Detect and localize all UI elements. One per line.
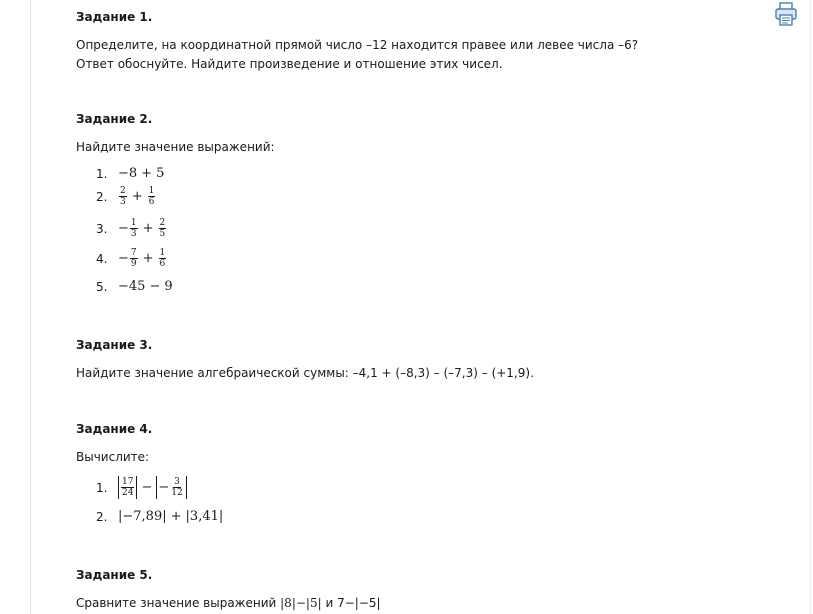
operand: −45 [118, 279, 146, 294]
operand: −7,89 [122, 509, 163, 524]
fraction: $\frac{3}{12}$ [171, 477, 183, 498]
expression [118, 218, 167, 239]
fraction: $\frac{17}{24}$ [122, 477, 134, 498]
operator: + [170, 509, 182, 524]
item-number: 2. [96, 189, 108, 204]
item-number: 4. [96, 251, 108, 266]
task4-item-2 [96, 509, 223, 524]
expression: | −7,89 | + | 3,41 | [118, 509, 224, 524]
task3-text: Найдите значение алгебраической суммы: –4,1 + (–8,3) – (–7,3) – (+1,9). [76, 366, 534, 380]
operand: 9 [164, 279, 173, 294]
joiner: и [325, 596, 334, 610]
task5-prompt: Сравните значение выражений [76, 596, 277, 610]
expression [118, 248, 167, 269]
task4-title: Задание 4. [76, 422, 153, 436]
operator: + [131, 189, 143, 204]
item-number: 2. [96, 509, 108, 524]
task2-text: Найдите значение выражений: [76, 140, 275, 154]
task2-item-4 [96, 248, 167, 269]
item-number: 1. [96, 480, 108, 495]
operator: + [142, 221, 154, 236]
task4-item-1 [96, 476, 187, 499]
operator: + [142, 251, 154, 266]
task2-title: Задание 2. [76, 112, 153, 126]
page-right-edge [810, 0, 811, 614]
task5-title: Задание 5. [76, 568, 153, 582]
item-number: 3. [96, 221, 108, 236]
fraction: $\frac{1}{6}$ [148, 186, 155, 207]
expression [118, 166, 164, 181]
absolute-value [156, 476, 186, 499]
task2-item-1 [96, 166, 164, 181]
operand: 5 [156, 166, 165, 181]
absolute-value [118, 476, 137, 499]
expression [118, 186, 156, 207]
item-number: 1. [96, 166, 108, 181]
operator: − [141, 480, 153, 495]
task2-item-3 [96, 218, 167, 239]
task1-line2: Ответ обоснуйте. Найдите произведение и отношение этих чисел. [76, 57, 503, 71]
item-number: 5. [96, 279, 108, 294]
task2-item-5 [96, 279, 173, 294]
task1-title: Задание 1. [76, 10, 153, 24]
fraction: $\frac{7}{9}$ [130, 248, 137, 269]
fraction: $\frac{1}{3}$ [130, 218, 137, 239]
expression [118, 476, 187, 499]
task1-line1: Определите, на координатной прямой число –12 находится правее или левее числа –6? [76, 38, 639, 52]
operand: −8 [118, 166, 138, 181]
print-icon[interactable] [775, 2, 797, 26]
operator: + [141, 166, 153, 181]
task3-title: Задание 3. [76, 338, 153, 352]
fraction: $\frac{2}{5}$ [159, 218, 166, 239]
sign: − [158, 480, 170, 495]
task2-item-2 [96, 186, 156, 207]
page-left-edge [30, 0, 31, 614]
fraction: $\frac{1}{6}$ [159, 248, 166, 269]
sign: − [118, 251, 129, 266]
task4-text: Вычислите: [76, 450, 150, 464]
operator: − [149, 279, 161, 294]
sign: − [118, 221, 129, 236]
fraction: $\frac{2}{3}$ [120, 186, 126, 207]
expression-2: 7−|−5| [337, 596, 381, 610]
operand: 3,41 [189, 509, 219, 524]
task5-text [76, 594, 381, 613]
expression [118, 279, 173, 294]
expression-1: |8|−|5| [280, 596, 322, 610]
